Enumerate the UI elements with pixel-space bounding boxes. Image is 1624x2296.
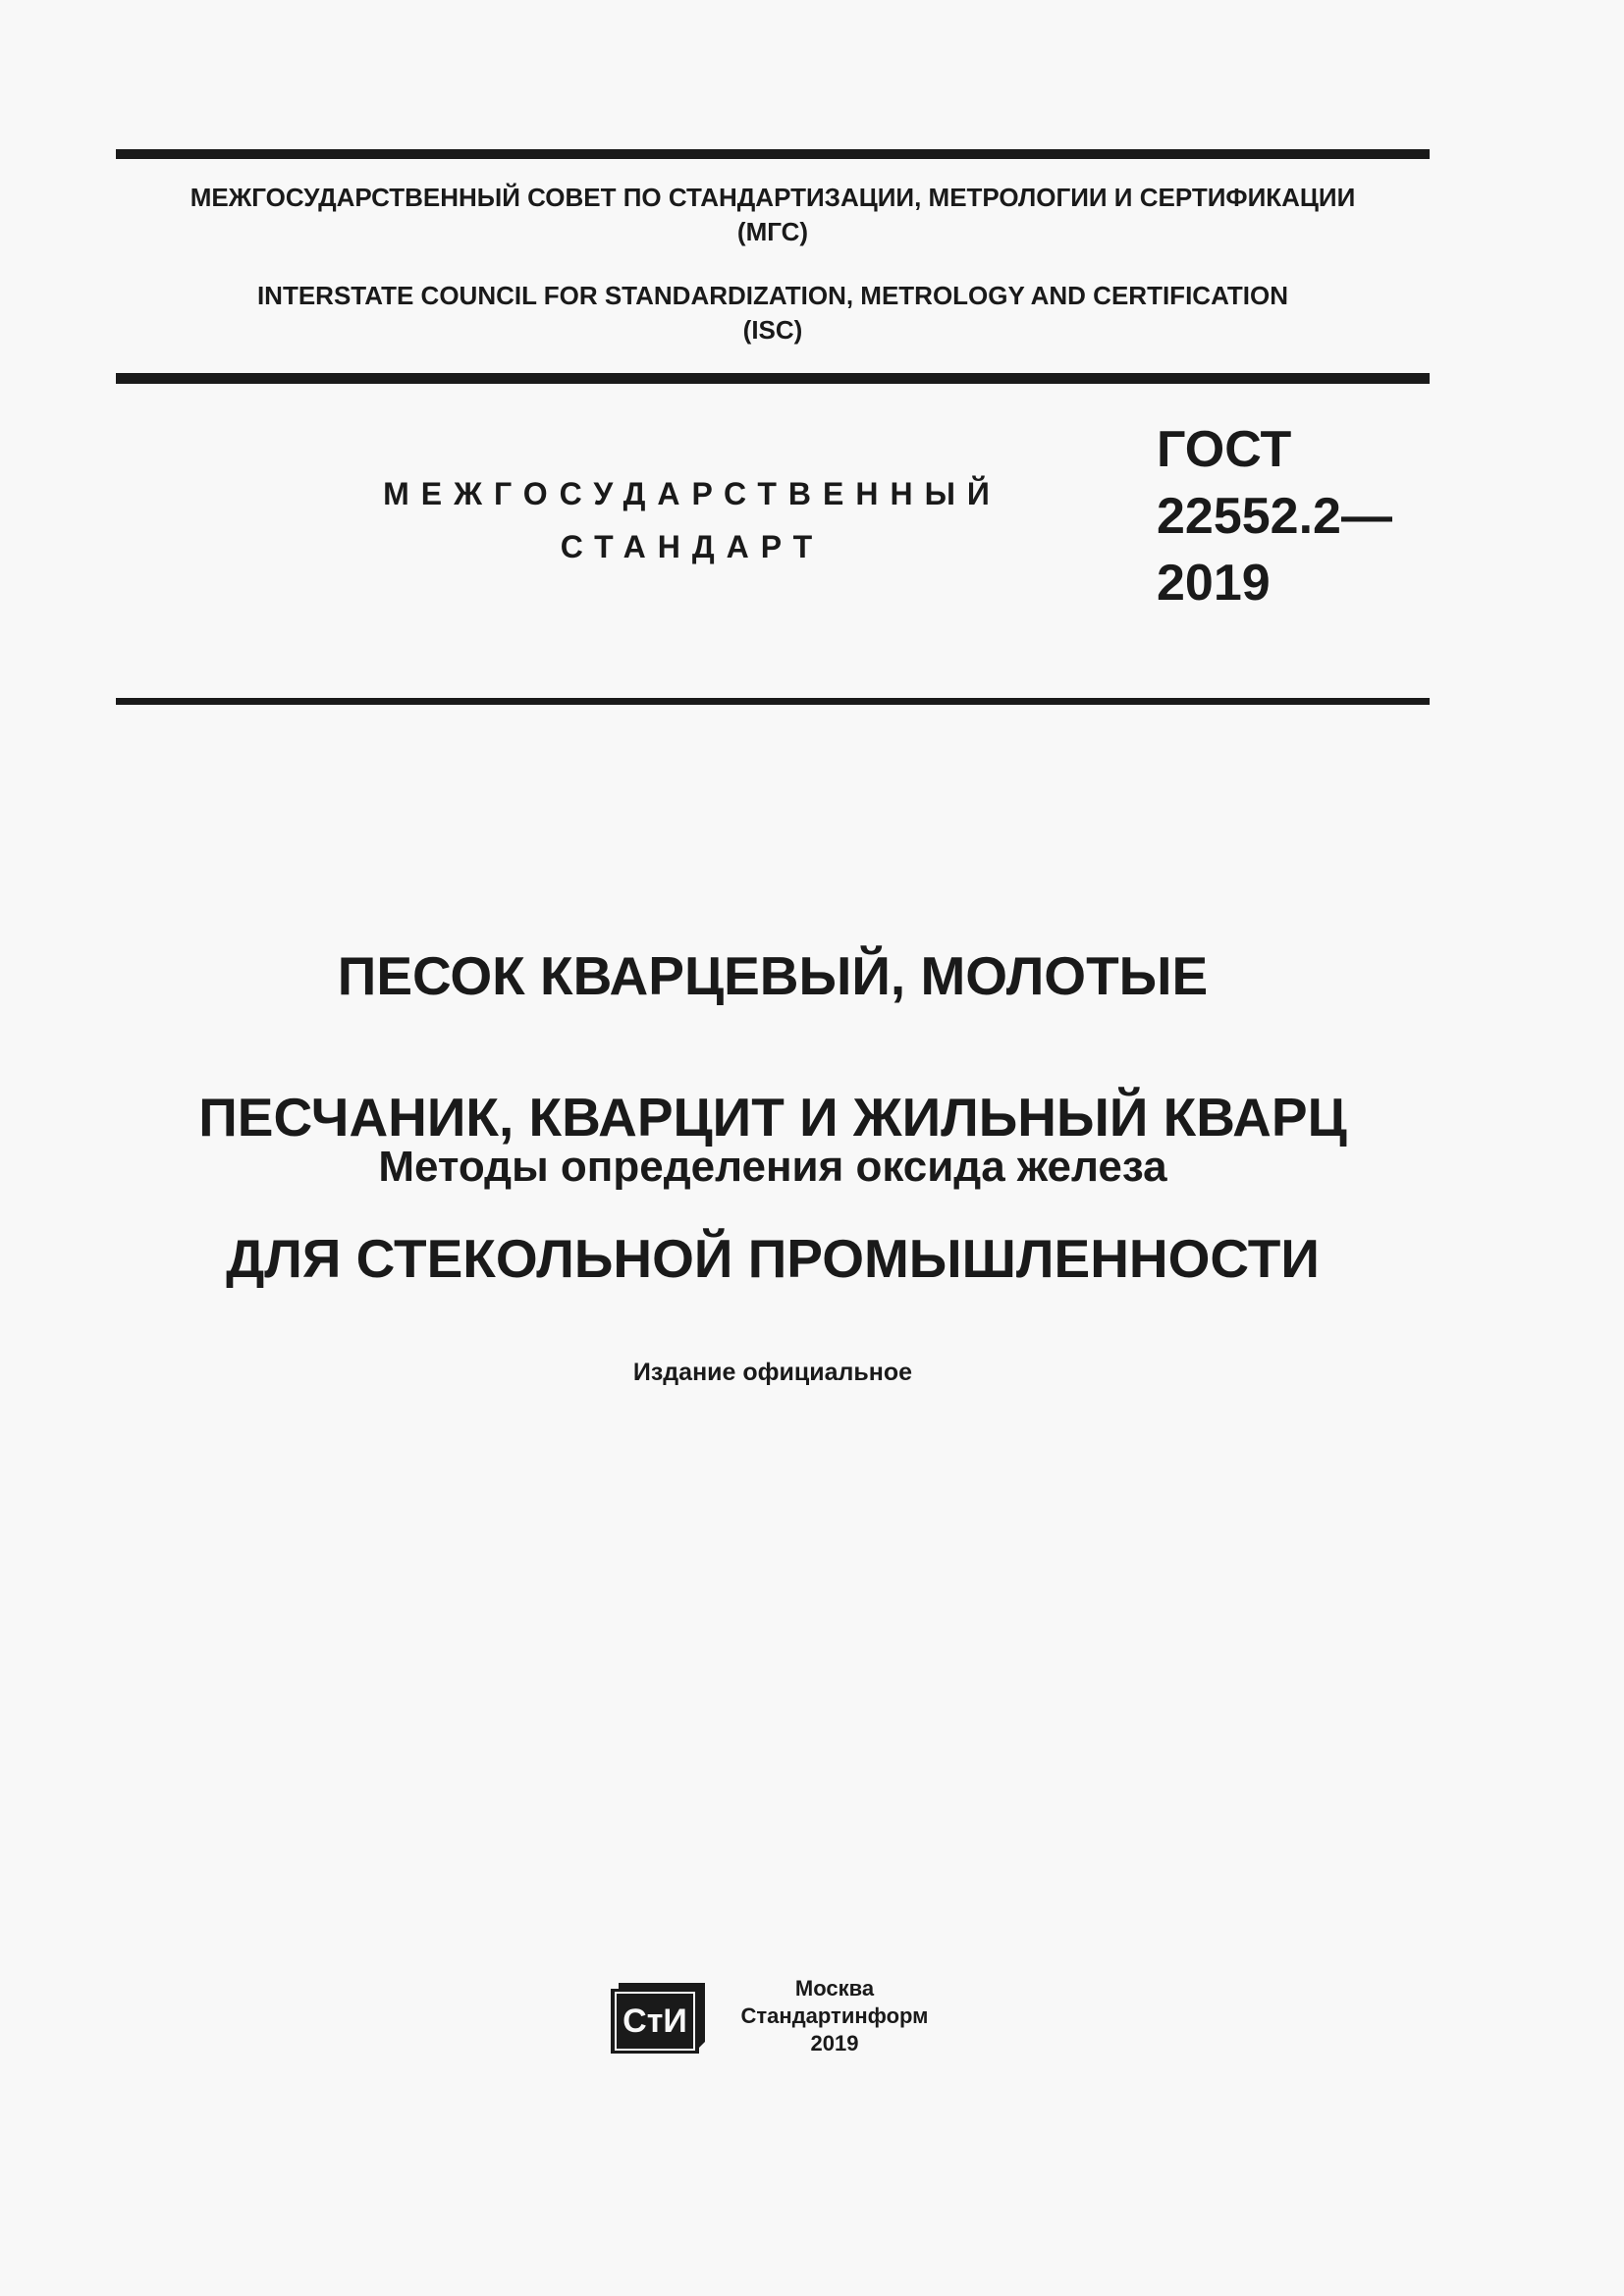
council-ru xyxy=(116,181,1430,249)
top-rule xyxy=(116,149,1430,159)
council-en xyxy=(116,279,1430,347)
council-ru-line2: (МГС) xyxy=(736,217,809,246)
gost-number-line2: 22552.2— xyxy=(1157,488,1392,545)
gost-number xyxy=(1157,416,1392,616)
title-line2: ПЕСЧАНИК, КВАРЦИТ И ЖИЛЬНЫЙ КВАРЦ xyxy=(198,1087,1347,1148)
publisher-year: 2019 xyxy=(810,2031,859,2056)
council-en-line2: (ISC) xyxy=(742,315,803,345)
publisher-city: Москва xyxy=(794,1976,875,2001)
council-ru-line1: МЕЖГОСУДАРСТВЕННЫЙ СОВЕТ ПО СТАНДАРТИЗАЦИИ, МЕТРОЛОГИИ И СЕРТИФИКАЦИИ xyxy=(189,183,1356,212)
standard-label xyxy=(275,467,1110,573)
gost-number-line3: 2019 xyxy=(1157,555,1271,612)
document-title xyxy=(116,870,1430,1364)
document-subtitle: Методы определения оксида железа xyxy=(378,1143,1167,1191)
header-rule xyxy=(116,373,1430,384)
gost-number-line1: ГОСТ xyxy=(1157,421,1292,478)
council-en-line1: INTERSTATE COUNCIL FOR STANDARDIZATION, METROLOGY AND CERTIFICATION xyxy=(256,281,1289,310)
standartinform-logo-icon xyxy=(611,1979,705,2056)
publisher-imprint xyxy=(727,1975,943,2057)
logo-text: СтИ xyxy=(623,2002,687,2040)
standard-label-line2: СТАНДАРТ xyxy=(560,529,825,564)
publisher-name: Стандартинформ xyxy=(740,2003,929,2028)
standard-label-line1: МЕЖГОСУДАРСТВЕННЫЙ xyxy=(383,476,1001,511)
edition-note: Издание официальное xyxy=(632,1359,913,1386)
title-line3: ДЛЯ СТЕКОЛЬНОЙ ПРОМЫШЛЕННОСТИ xyxy=(226,1228,1320,1289)
section-rule xyxy=(116,698,1430,705)
title-line1: ПЕСОК КВАРЦЕВЫЙ, МОЛОТЫЕ xyxy=(337,945,1209,1006)
